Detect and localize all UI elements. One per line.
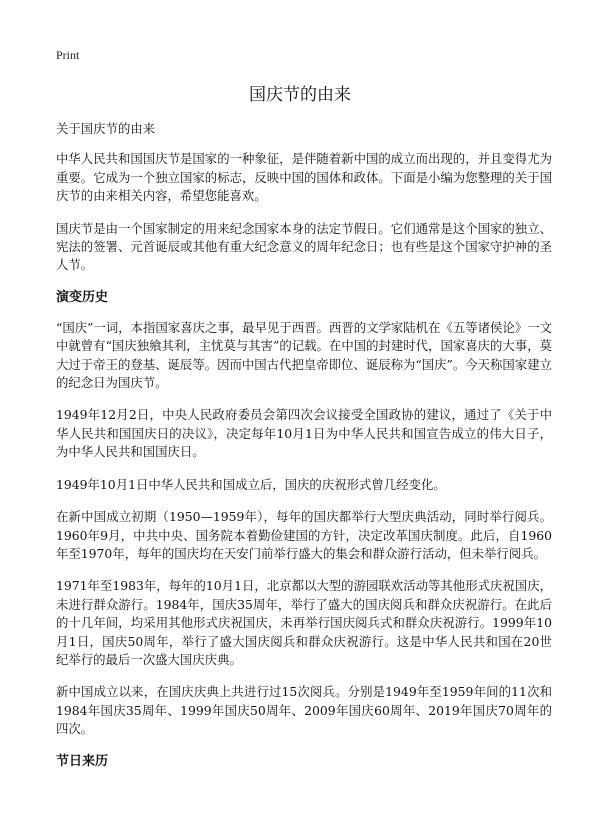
page-title: 国庆节的由来 xyxy=(249,85,351,105)
section-heading-origin: 节日来历 xyxy=(56,753,109,769)
print-link[interactable]: Print xyxy=(56,48,80,62)
history-paragraph: 1949年10月1日中华人民共和国成立后，国庆的庆祝形式曾几经变化。 xyxy=(56,476,446,492)
history-paragraph: 1971年至1983年，每年的10月1日，北京都以大型的游园联欢活动等其他形式庆祝国庆，未进行群众游行。1984年，国庆35周年，举行了盛大的国庆阅兵和群众庆祝游行。在此后的十几年间，均采用其他形式庆祝国庆，未再举行国庆阅兵式和群众庆祝游行。1999年10月1日，国庆50周年，举行了盛大国庆阅兵和群众庆祝游行。这是中华人民共和国在20世纪举行的最后一次盛大国庆庆典。 xyxy=(56,578,552,667)
history-paragraph: 新中国成立以来，在国庆庆典上共进行过15次阅兵。分别是1949年至1959年间的11次和1984年国庆35周年、1999年国庆50周年、2009年国庆60周年、2019年国庆70周年的四次。 xyxy=(56,684,552,737)
history-paragraph: “国庆”一词，本指国家喜庆之事，最早见于西晋。西晋的文学家陆机在《五等诸侯论》一文中就曾有“国庆独飨其利，主忧莫与其害”的记载。在中国的封建时代，国家喜庆的大事，莫大过于帝王的登基、诞辰等。因而中国古代把皇帝即位、诞辰称为“国庆”。今天称国家建立的纪念日为国庆节。 xyxy=(56,319,552,391)
history-paragraph: 1949年12月2日，中央人民政府委员会第四次会议接受全国政协的建议，通过了《关于中华人民共和国国庆日的决议》，决定每年10月1日为中华人民共和国宣告成立的伟大日子，为中华人民共和国国庆日。 xyxy=(56,407,552,460)
article-subtitle: 关于国庆节的由来 xyxy=(56,121,156,136)
intro-paragraph: 国庆节是由一个国家制定的用来纪念国家本身的法定节假日。它们通常是这个国家的独立、宪法的签署、元首诞辰或其他有重大纪念意义的周年纪念日；也有些是这个国家守护神的圣人节。 xyxy=(56,220,552,273)
article-body xyxy=(56,120,552,783)
section-heading-history: 演变历史 xyxy=(56,289,109,305)
history-paragraph: 在新中国成立初期（1950—1959年），每年的国庆都举行大型庆典活动，同时举行阅兵。1960年9月，中共中央、国务院本着勤俭建国的方针，决定改革国庆制度。此后，自1960年至1970年，每年的国庆均在天安门前举行盛大的集会和群众游行活动，但未举行阅兵。 xyxy=(56,509,552,561)
intro-paragraph: 中华人民共和国国庆节是国家的一种象征，是伴随着新中国的成立而出现的，并且变得尤为重要。它成为一个独立国家的标志，反映中国的国体和政体。下面是小编为您整理的关于国庆节的由来相关内容，希望您能喜欢。 xyxy=(56,151,552,204)
